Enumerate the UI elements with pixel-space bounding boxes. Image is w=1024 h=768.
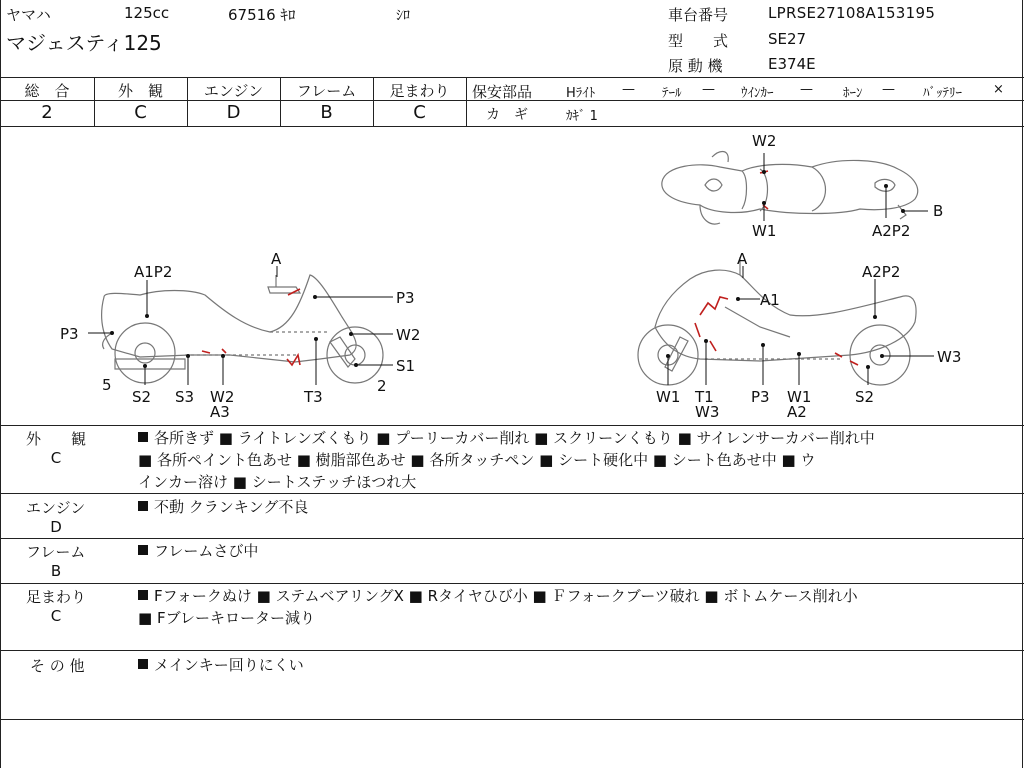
grade-frame-label: フレーム: [296, 82, 357, 100]
label-left-a: A: [271, 250, 282, 268]
label-top-w1: W1: [752, 222, 777, 240]
safety-item-winker: ｳｲﾝｶｰ: [741, 86, 774, 101]
label-right-w3-rear: W3: [937, 348, 962, 366]
label-left-t3: T3: [304, 388, 323, 406]
label-right-a2p2: A2P2: [862, 263, 901, 281]
safety-mark-winker: —: [800, 82, 813, 97]
model-name: マジェスティ125: [6, 31, 162, 55]
engine-model-label: 原 動 機: [668, 57, 723, 75]
label-left-w2-front: W2: [396, 326, 421, 344]
safety-item-horn: ﾎｰﾝ: [843, 86, 863, 101]
label-left-p3-rear: P3: [60, 325, 79, 343]
section-engine-line-1: 不動 クランキング不良: [154, 498, 309, 516]
grade-total-label: 総 合: [24, 82, 70, 100]
grade-suspension-value: C: [413, 102, 426, 123]
label-right-w3: W3: [695, 403, 720, 421]
right-side-leads: [666, 266, 934, 385]
key-value: ｶｷﾞ 1: [566, 109, 598, 124]
safety-item-battery: ﾊﾞｯﾃﾘｰ: [923, 86, 962, 101]
grade-engine-value: D: [226, 102, 241, 123]
label-right-a: A: [737, 250, 748, 268]
label-left-a1p2: A1P2: [134, 263, 173, 281]
bullet-square: [138, 501, 148, 511]
safety-mark-headlight: —: [622, 82, 635, 97]
bullet-square: [138, 590, 148, 600]
section-other-label: そ の 他: [30, 657, 85, 675]
outer-border-right: [1022, 0, 1023, 768]
label-right-a2: A2: [787, 403, 807, 421]
label-left-s2: S2: [132, 388, 152, 406]
top-view-leads: [762, 153, 928, 221]
section-divider: [0, 583, 1024, 584]
grade-suspension-label: 足まわり: [389, 82, 450, 100]
section-exterior-line-2: ■ 各所ペイント色あせ ■ 樹脂部色あせ ■ 各所タッチペン ■ シート硬化中 ■ シート色あせ中 ■ ウ: [138, 451, 816, 469]
mileage: 67516 ｷﾛ: [228, 6, 296, 24]
label-left-5: 5: [102, 376, 112, 394]
grade-divider: [466, 77, 467, 126]
grade-frame-value: B: [320, 102, 333, 123]
safety-mark-tail: —: [702, 82, 715, 97]
section-frame-line: [138, 540, 258, 562]
section-exterior-line-1: 各所きず ■ ライトレンズくもり ■ プーリーカバー削れ ■ スクリーンくもり ■ サイレンサーカバー削れ中: [154, 429, 875, 447]
grade-exterior-value: C: [134, 102, 147, 123]
safety-label: 保安部品: [472, 83, 533, 101]
safety-item-headlight: Hﾗｲﾄ: [566, 86, 596, 101]
label-right-a1: A1: [760, 291, 780, 309]
label-top-a2p2: A2P2: [872, 222, 911, 240]
section-engine-line: [138, 496, 308, 518]
type-value: SE27: [768, 30, 807, 48]
grade-exterior-label: 外 観: [117, 82, 163, 100]
safety-mark-horn: —: [882, 82, 895, 97]
label-top-w2: W2: [752, 132, 777, 150]
section-exterior-grade: C: [50, 449, 62, 467]
section-engine-label: エンジン: [26, 499, 86, 517]
damage-diagram: [0, 127, 1022, 425]
safety-mark-battery: ×: [993, 82, 1004, 97]
section-suspension-label: 足まわり: [26, 588, 87, 606]
section-frame-label: フレーム: [26, 543, 86, 561]
grade-engine-label: エンジン: [203, 82, 264, 100]
section-exterior-line-3: インカー溶け ■ シートステッチほつれ大: [138, 473, 417, 491]
safety-item-tail: ﾃｰﾙ: [662, 86, 682, 101]
section-suspension-line-2: ■ Fブレーキローター減り: [138, 609, 315, 627]
label-top-b: B: [933, 202, 944, 220]
label-left-2: 2: [377, 377, 387, 395]
bullet-square: [138, 545, 148, 555]
label-right-p3: P3: [751, 388, 770, 406]
section-divider: [0, 493, 1024, 494]
engine-model-value: E374E: [768, 55, 816, 73]
section-suspension-grade: C: [50, 607, 62, 625]
section-suspension-line-1: Fフォークぬけ ■ ステムベアリングX ■ Rタイヤひび小 ■ Ｆフォークブーツ破れ ■ ボトムケース削れ小: [154, 587, 858, 605]
key-label: カ ギ: [486, 107, 528, 123]
label-left-w2-center: W2: [210, 388, 235, 406]
label-left-a3: A3: [210, 403, 230, 421]
section-other-line-1: メインキー回りにくい: [154, 656, 304, 674]
diagram-bottom-divider: [0, 425, 1024, 426]
label-right-w1-center: W1: [787, 388, 812, 406]
section-divider: [0, 538, 1024, 539]
bullet-square: [138, 432, 148, 442]
displacement: 125cc: [124, 4, 170, 22]
section-frame-grade: B: [50, 562, 62, 580]
label-right-s2: S2: [855, 388, 875, 406]
top-view-scooter: [662, 152, 918, 225]
section-engine-grade: D: [50, 518, 62, 536]
label-right-t1: T1: [695, 388, 714, 406]
section-divider: [0, 719, 1024, 720]
section-exterior-label: 外 観: [26, 430, 87, 448]
type-label: 型 式: [668, 32, 729, 50]
label-left-s3: S3: [175, 388, 195, 406]
label-left-p3-front: P3: [396, 289, 415, 307]
grade-total-value: 2: [41, 102, 53, 123]
section-other-line: [138, 654, 304, 676]
frame-no-value: LPRSE27108A153195: [768, 4, 936, 22]
label-left-s1: S1: [396, 357, 416, 375]
section-suspension-line: [138, 585, 858, 607]
body-color: ｼﾛ: [396, 8, 410, 24]
bullet-square: [138, 659, 148, 669]
label-right-w1-front: W1: [656, 388, 681, 406]
section-exterior-line: [138, 427, 875, 449]
header-divider: [0, 77, 1024, 78]
section-divider: [0, 650, 1024, 651]
section-frame-line-1: フレームさび中: [154, 542, 259, 560]
maker: ヤマハ: [6, 6, 51, 24]
frame-no-label: 車台番号: [668, 6, 729, 24]
